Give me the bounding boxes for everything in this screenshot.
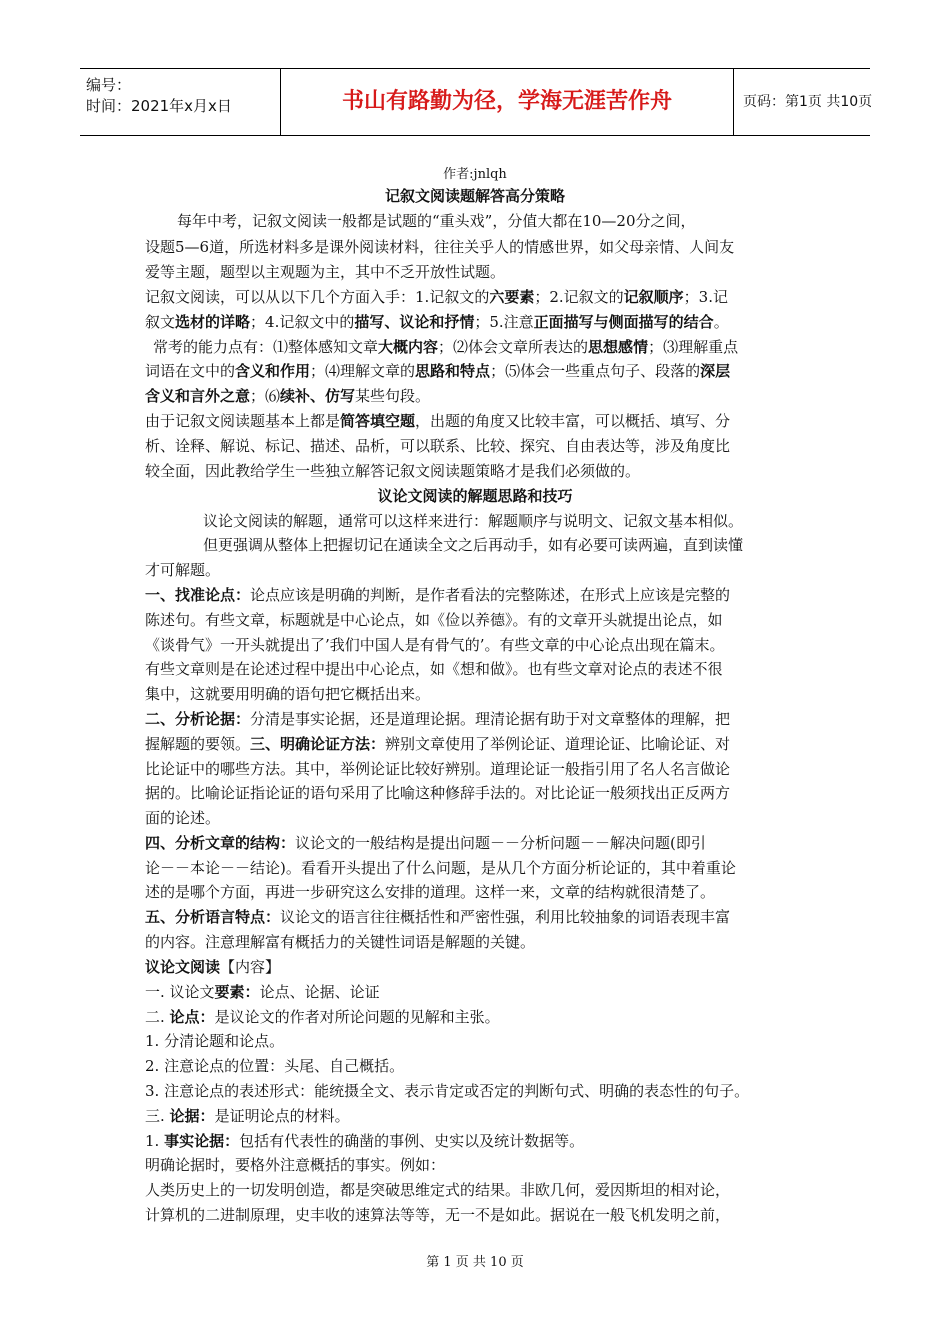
text-line: 《谈骨气》一开头就提出了’我们中国人是有骨气的’。有些文章的中心论点出现在篇末。 [145, 636, 725, 654]
text-line: 一. 议论文要素：论点、论据、论证 [145, 983, 380, 1001]
text-line: 3. 注意论点的表述形式：能统摄全文、表示肯定或否定的判断句式、明确的表态性的句子。 [145, 1082, 750, 1100]
text-line: 1. 分清论题和论点。 [145, 1032, 285, 1050]
text-line: 明确论据时，要格外注意概括的事实。例如： [145, 1156, 446, 1174]
text-line: 设题5—6道，所选材料多是课外阅读材料，往往关乎人的情感世界，如父母亲情、人间友 [145, 238, 735, 256]
text-line: 较全面，因此教给学生一些独立解答记叙文阅读题策略才是我们必须做的。 [145, 462, 641, 480]
text-line: 论－－本论－－结论)。看看开头提出了什么问题，是从几个方面分析论证的，其中着重论 [145, 859, 736, 877]
text-line: 2. 注意论点的位置：头尾、自己概括。 [145, 1057, 405, 1075]
text-line: 叙文选材的详略；4.记叙文中的描写、议论和抒情；5.注意正面描写与侧面描写的结合。 [145, 313, 729, 331]
text-line: 握解题的要领。三、明确论证方法：辨别文章使用了举例论证、道理论证、比喻论证、对 [145, 735, 731, 753]
text-line: 述的是哪个方面，再进一步研究这么安排的道理。这样一来，文章的结构就很清楚了。 [145, 883, 716, 901]
text-line: 议论文阅读【内容】 [145, 958, 281, 976]
text-line: 比论证中的哪些方法。其中，举例论证比较好辨别。道理论证一般指引用了名人名言做论 [145, 760, 731, 778]
header-page-cell [733, 69, 873, 135]
text-line: 有些文章则是在论述过程中提出中心论点，如《想和做》。也有些文章对论点的表述不很 [145, 660, 723, 678]
header-meta-cell [80, 69, 280, 135]
text-line: 常考的能力点有：⑴整体感知文章大概内容；⑵体会文章所表达的思想感情；⑶理解重点 [153, 338, 739, 356]
text-line: 人类历史上的一切发明创造，都是突破思维定式的结果。非欧几何，爱因斯坦的相对论， [145, 1181, 731, 1199]
page-footer: 第 1 页 共 10 页 [426, 1255, 524, 1270]
header-motto-cell [280, 69, 734, 135]
author-line: 作者:jnlqh [443, 167, 507, 182]
text-line: 但更强调从整体上把握切记在通读全文之后再动手，如有必要可读两遍，直到读懂 [203, 536, 744, 554]
text-line: 析、诠释、解说、标记、描述、品析，可以联系、比较、探究、自由表达等，涉及角度比 [145, 437, 731, 455]
text-line: 由于记叙文阅读题基本上都是简答填空题，出题的角度又比较丰富，可以概括、填写、分 [145, 412, 731, 430]
text-line: 每年中考，记叙文阅读一般都是试题的“重头戏”，分值大都在10—20分之间， [177, 212, 696, 230]
header-motto: 书山有路勤为径，学海无涯苦作舟 [341, 89, 672, 114]
text-line: 议论文阅读的解题，通常可以这样来进行：解题顺序与说明文、记叙文基本相似。 [203, 512, 744, 530]
page-header [80, 68, 873, 136]
section-title-narrative: 记叙文阅读题解答高分策略 [384, 187, 565, 205]
text-line: 五、分析语言特点：议论文的语言往往概括性和严密性强，利用比较抽象的词语表现丰富 [145, 908, 731, 926]
text-line: 二、分析论据：分清是事实论据，还是道理论据。理清论据有助于对文章整体的理解，把 [145, 710, 731, 728]
text-line: 1. 事实论据：包括有代表性的确凿的事例、史实以及统计数据等。 [145, 1132, 585, 1150]
text-line: 一、找准论点：论点应该是明确的判断，是作者看法的完整陈述，在形式上应该是完整的 [145, 586, 731, 604]
header-page-info: 页码：第1页 共10页 [743, 94, 873, 110]
text-line: 含义和言外之意；⑹续补、仿写某些句段。 [145, 387, 431, 405]
doc-time-label: 时间：2021年x月x日 [86, 97, 232, 115]
text-line: 的内容。注意理解富有概括力的关键性词语是解题的关键。 [145, 933, 536, 951]
text-line: 面的论述。 [145, 809, 221, 827]
doc-code-label: 编号： [86, 76, 132, 94]
text-line: 二. 论点：是议论文的作者对所论问题的见解和主张。 [145, 1008, 500, 1026]
text-line: 记叙文阅读，可以从以下几个方面入手：1.记叙文的六要素；2.记叙文的记叙顺序；3.记 [145, 288, 728, 306]
text-line: 据的。比喻论证指论证的语句采用了比喻这种修辞手法的。对比论证一般须找出正反两方 [145, 784, 731, 802]
text-line: 才可解题。 [145, 561, 221, 579]
section-title-argument: 议论文阅读的解题思路和技巧 [377, 487, 573, 505]
text-line: 三. 论据：是证明论点的材料。 [145, 1107, 350, 1125]
text-line: 陈述句。有些文章，标题就是中心论点，如《俭以养德》。有的文章开头就提出论点，如 [145, 611, 723, 629]
text-line: 词语在文中的含义和作用；⑷理解文章的思路和特点；⑸体会一些重点句子、段落的深层 [145, 362, 731, 380]
text-line: 爱等主题，题型以主观题为主，其中不乏开放性试题。 [145, 263, 506, 281]
text-line: 集中，这就要用明确的语句把它概括出来。 [145, 685, 431, 703]
text-line: 计算机的二进制原理，史丰收的速算法等等，无一不是如此。据说在一般飞机发明之前， [145, 1206, 731, 1224]
text-line: 四、分析文章的结构：议论文的一般结构是提出问题－－分析问题－－解决问题(即引 [145, 834, 706, 852]
